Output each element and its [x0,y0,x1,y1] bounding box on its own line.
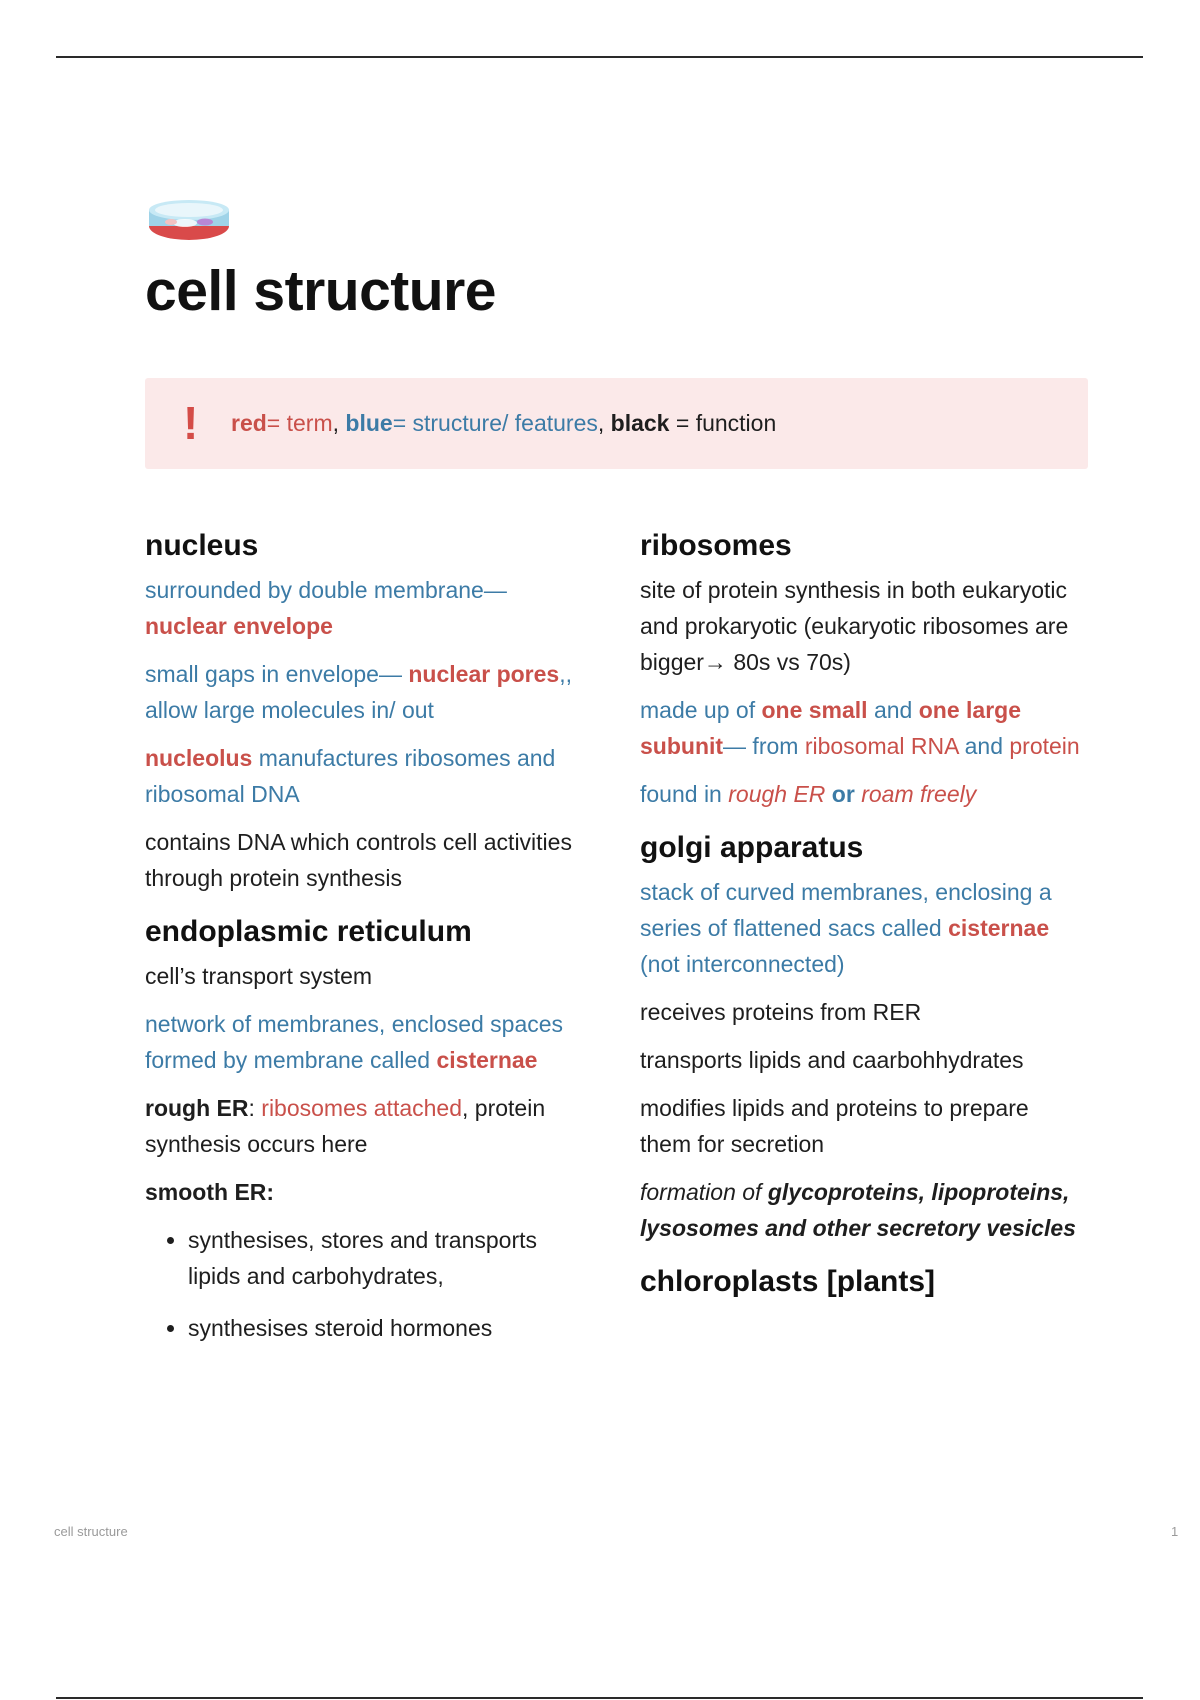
nucleus-nucleolus: nucleolus manufactures ribosomes and ribosomal DNA [145,745,556,807]
er-heading: endoplasmic reticulum [145,915,472,948]
callout-text: red= term, blue= structure/ features, black = function [231,410,777,436]
smooth-er-label: smooth ER: [145,1179,275,1205]
ribosomes-function: site of protein synthesis in both eukaryotic and prokaryotic (eukaryotic ribosomes are bigger→ 80s vs 70s) [640,577,1069,675]
top-rule [56,56,1143,58]
list-item: • synthesises steroid hormones [188,1310,585,1346]
golgi-heading: golgi apparatus [640,831,864,864]
petri-dish-icon [147,196,231,242]
golgi-modifies: modifies lipids and proteins to prepare them for secretion [640,1095,1029,1157]
page-number: 1 [1171,1524,1179,1539]
golgi-receives: receives proteins from RER [640,999,922,1025]
golgi-formation: formation of glycoproteins, lipoproteins, lysosomes and other secretory vesicles [640,1179,1076,1241]
nucleus-function: contains DNA which controls cell activities through protein synthesis [145,829,572,891]
nucleus-pores: small gaps in envelope— nuclear pores,, allow large molecules in/ out [145,661,572,723]
legend-callout [145,378,1088,469]
golgi-structure: stack of curved membranes, enclosing a series of flattened sacs called cisternae (not interconnected) [640,879,1052,977]
footer-title: cell structure [54,1524,128,1539]
nucleus-membrane: surrounded by double membrane—nuclear envelope [145,577,507,639]
list-item: • synthesises, stores and transports lipids and carbohydrates, [188,1222,585,1294]
chloroplasts-heading: chloroplasts [plants] [640,1265,936,1298]
smooth-er-list [145,1222,585,1346]
ribosomes-structure: made up of one small and one large subunit— from ribosomal RNA and protein [640,697,1080,759]
er-structure: network of membranes, enclosed spaces formed by membrane called cisternae [145,1011,564,1073]
bottom-rule [56,1697,1143,1699]
ribosomes-heading: ribosomes [640,529,792,562]
page-title: cell structure [145,259,496,323]
nucleus-heading: nucleus [145,529,259,562]
right-column [640,528,1080,1308]
ribosomes-location: found in rough ER or roam freely [640,781,977,807]
rough-er: rough ER: ribosomes attached, protein synthesis occurs here [145,1095,546,1157]
exclamation-icon: ! [183,397,199,449]
left-column [145,528,585,1362]
er-function: cell’s transport system [145,963,373,989]
golgi-transports: transports lipids and caarbohhydrates [640,1047,1024,1073]
